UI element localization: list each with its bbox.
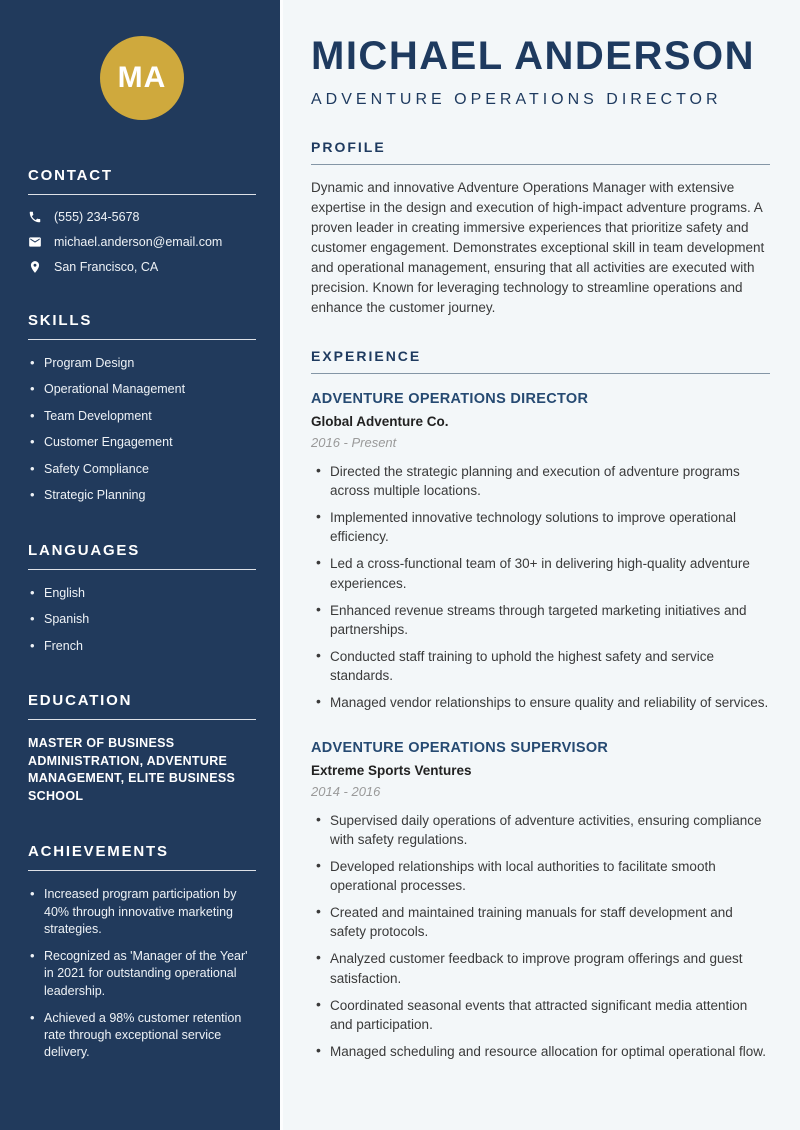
achievements-heading: ACHIEVEMENTS	[28, 843, 256, 871]
skill-item: • Team Development	[28, 408, 256, 425]
achievements-section	[28, 843, 256, 1061]
skills-list	[28, 355, 256, 504]
education-section	[28, 692, 256, 805]
person-name: MICHAEL ANDERSON	[311, 34, 756, 78]
job-bullet: • Created and maintained training manuals for staff development and safety protocols.	[311, 903, 770, 941]
job-bullet: • Led a cross-functional team of 30+ in delivering high-quality adventure experiences.	[311, 554, 770, 592]
contact-location-text: San Francisco, CA	[54, 260, 159, 274]
language-item: • English	[28, 585, 256, 602]
job-role: ADVENTURE OPERATIONS DIRECTOR	[311, 390, 589, 407]
skill-item: • Safety Compliance	[28, 461, 256, 478]
achievement-item: • Increased program participation by 40% through innovative marketing strategies.	[28, 886, 256, 938]
job-bullet: • Analyzed customer feedback to improve program offerings and guest satisfaction.	[311, 949, 770, 987]
job-bullet: • Conducted staff training to uphold the highest safety and service standards.	[311, 647, 770, 685]
job-bullet: • Directed the strategic planning and execution of adventure programs across multiple locations.	[311, 462, 770, 500]
contact-email	[28, 235, 256, 249]
skill-item: • Strategic Planning	[28, 487, 256, 504]
skill-item: • Customer Engagement	[28, 434, 256, 451]
avatar	[100, 36, 184, 120]
job-dates: 2016 - Present	[311, 434, 397, 450]
job-bullet: • Coordinated seasonal events that attracted significant media attention and participation.	[311, 996, 770, 1034]
profile-text: Dynamic and innovative Adventure Operations Manager with extensive expertise in the design and execution of high-impact adventure programs. A proven leader in creating immersive experiences that prioritize safety and customer engagement. Demonstrates exceptional skill in team development and operational management, ensuring that all activities are executed with precision. Known for leveraging technology to streamline operations and enhance the customer journey.	[311, 180, 765, 315]
achievement-item: • Recognized as 'Manager of the Year' in 2021 for outstanding operational leadership.	[28, 948, 256, 1000]
achievements-list	[28, 886, 256, 1061]
job-bullet: • Enhanced revenue streams through targeted marketing initiatives and partnerships.	[311, 601, 770, 639]
education-degree: MASTER OF BUSINESS ADMINISTRATION, ADVENTURE MANAGEMENT, ELITE BUSINESS SCHOOL	[28, 736, 236, 803]
job-bullet: • Supervised daily operations of adventure activities, ensuring compliance with safety regulations.	[311, 811, 770, 849]
phone-icon	[28, 210, 42, 224]
contact-location	[28, 260, 256, 274]
languages-list	[28, 585, 256, 655]
contact-section	[28, 167, 256, 274]
skill-item: • Operational Management	[28, 381, 256, 398]
language-item: • Spanish	[28, 611, 256, 628]
job-bullet: • Managed vendor relationships to ensure quality and reliability of services.	[311, 693, 770, 712]
job-role: ADVENTURE OPERATIONS SUPERVISOR	[311, 739, 609, 756]
job-company: Extreme Sports Ventures	[311, 762, 472, 778]
job-bullet: • Implemented innovative technology solutions to improve operational efficiency.	[311, 508, 770, 546]
main-content	[280, 0, 800, 1130]
email-icon	[28, 235, 42, 249]
job-company: Global Adventure Co.	[311, 413, 449, 429]
contact-phone	[28, 210, 256, 224]
contact-heading: CONTACT	[28, 167, 256, 195]
job-entry	[311, 391, 770, 713]
languages-section	[28, 542, 256, 655]
skills-heading: SKILLS	[28, 312, 256, 340]
job-bullet: • Developed relationships with local authorities to facilitate smooth operational processes.	[311, 857, 770, 895]
job-dates: 2014 - 2016	[311, 783, 381, 799]
person-job-title: ADVENTURE OPERATIONS DIRECTOR	[311, 91, 722, 108]
job-entry	[311, 740, 770, 1062]
achievement-item: • Achieved a 98% customer retention rate through exceptional service delivery.	[28, 1010, 256, 1062]
experience-heading: EXPERIENCE	[311, 348, 770, 374]
contact-phone-text: (555) 234-5678	[54, 210, 140, 224]
skills-section	[28, 312, 256, 504]
language-item: • French	[28, 638, 256, 655]
skill-item: • Program Design	[28, 355, 256, 372]
sidebar	[0, 0, 280, 1130]
languages-heading: LANGUAGES	[28, 542, 256, 570]
location-pin-icon	[28, 260, 42, 274]
profile-section	[311, 139, 770, 318]
job-bullet-list	[311, 811, 770, 1062]
job-bullet-list	[311, 462, 770, 713]
education-heading: EDUCATION	[28, 692, 256, 720]
contact-list	[28, 210, 256, 274]
contact-email-text: michael.anderson@email.com	[54, 235, 223, 249]
experience-section	[311, 348, 770, 1061]
profile-heading: PROFILE	[311, 139, 770, 165]
job-bullet: • Managed scheduling and resource allocation for optimal operational flow.	[311, 1042, 770, 1061]
avatar-initials: MA	[117, 61, 167, 94]
